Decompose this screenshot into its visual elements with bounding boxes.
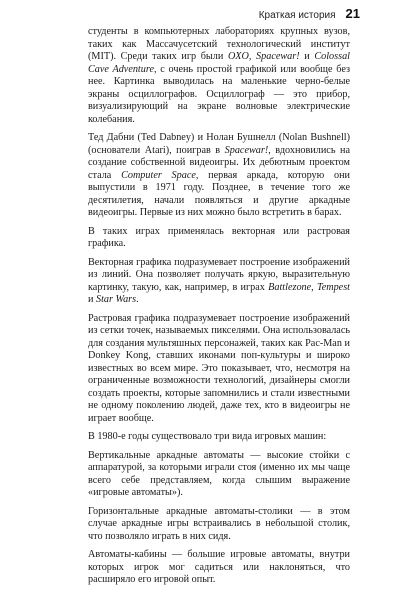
paragraph [88,26,350,126]
paragraph [88,549,350,587]
text-run: , с очень простой графикой или вообще без нее. Картинка выводилась на маленькие черно-белые экраны осциллографов. Осциллограф — это прибор, визуализирующий на экране волновые электрические колебания. [88,63,350,125]
paragraph [88,450,350,500]
text-run: и [299,51,315,62]
italic-title: Computer Space [121,169,196,181]
italic-title: Star Wars [96,294,137,305]
running-header [258,6,360,21]
running-section-title: Краткая история [258,10,336,21]
text-run: Векторная графика подразумевает построение изображений из линий. Она позволяет получать яркую, выразительную картинку, такую, как, например, в играх [88,256,350,293]
text-run: , [248,51,257,62]
text-run: . [136,294,139,305]
italic-title: Spacewar! [224,144,269,156]
text-run: , [311,281,317,293]
italic-title: Colossal Cave Adventure [88,51,350,75]
text-run: и [88,294,96,305]
paragraph [88,431,350,444]
paragraph [88,132,350,220]
text-run: студенты в компьютерных лабораториях крупных вузов, таких как Массачусетский технологический институт (MIT). Среди таких игр были [88,26,350,62]
paragraph [88,313,350,426]
page-number: 21 [345,6,360,21]
text-run: В 1980-е годы существовало три вида игровых машин: [88,431,327,442]
text-run: В таких играх применялась векторная или растровая графика. [88,225,350,249]
text-run: Горизонтальные аркадные автоматы-столики — в этом случае аркадные игры встраивались в небольшой столик, что позволяло играть в них сидя. [88,505,350,542]
paragraph [88,506,350,544]
italic-title: Battlezone [268,281,312,293]
italic-title: Spacewar! [256,51,300,62]
text-run: Растровая графика подразумевает построение изображений из сетки точек, называемых пикселями. Она использовалась для создания мультяшных персонажей, таких как Pac-Man и Donkey Kong, ставших иконами поп-культуры и широко известных во всем мире. Это показывает, что, несмотря на ограниченные возможности технологий, дизайнеры смогли создать проекты, которые запомнились и стали известными не одному поколению людей, даже тех, кто в видеоигры не играет вообще. [88,312,350,424]
text-run: Вертикальные аркадные автоматы — высокие стойки с аппаратурой, за которыми играли стоя (именно их мы чаще всего себе представляем, когда слышим выражение «игровые автоматы»). [88,449,350,498]
body-text [88,26,350,593]
paragraph [88,226,350,251]
italic-title: Tempest [316,281,351,293]
italic-title: OXO [227,51,249,62]
text-run: , вдохновились на создание собственной видеоигры. Их дебютным проектом стала [88,144,350,181]
text-run: Автоматы-кабины — большие игровые автоматы, внутри которых игрок мог садиться или наклоняться, что расширяло его игровой опыт. [88,549,350,585]
text-run: Тед Дабни (Ted Dabney) и Нолан Бушнелл (Nolan Bushnell) (основатели Atari), поиграв в [88,132,350,156]
text-run: , первая аркада, которую они выпустили в 1971 году. Позднее, в течение того же десятилетия, начали появляться и другие аркадные видеоигры. Первые из них можно было встретить в барах. [88,169,350,218]
paragraph [88,257,350,307]
